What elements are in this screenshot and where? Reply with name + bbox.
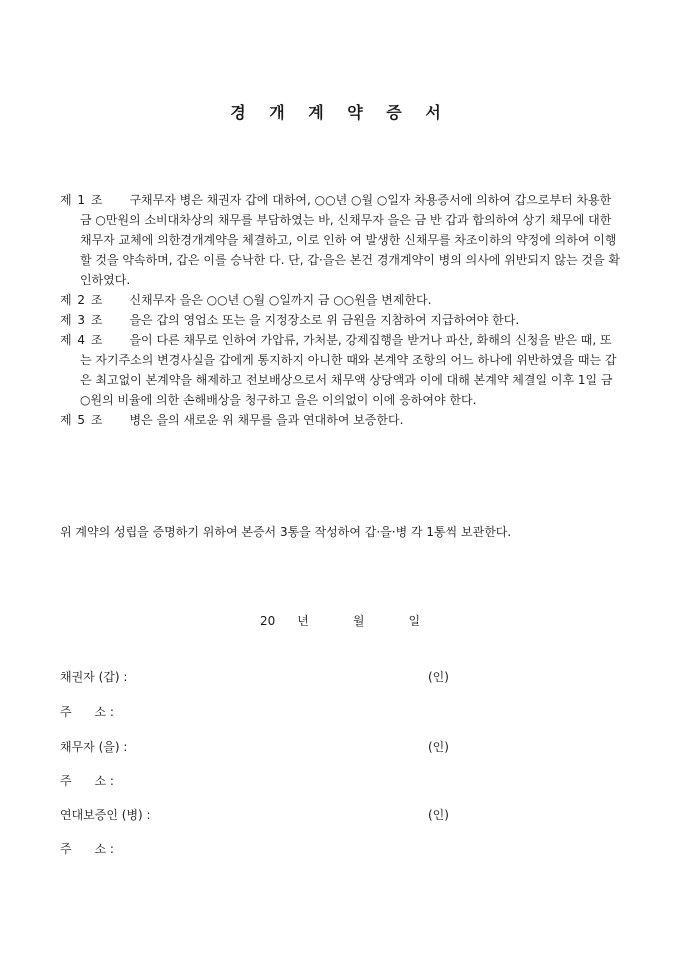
date-year-prefix: 20	[259, 614, 276, 628]
article-1-text	[80, 193, 620, 287]
creditor-seal: (인)	[428, 670, 449, 684]
debtor-address-row	[60, 772, 460, 790]
debtor-label: 채무자 (을) :	[60, 740, 128, 754]
article-2-body: 신채무자 을은 ○○년 ○월 ○일까지 금 ○○원을 변제한다.	[129, 293, 432, 307]
article-3-text	[129, 313, 519, 327]
article-4-body: 을이 다른 채무로 인하여 가압류, 가처분, 강제집행을 받거나 파산, 화해의 신청을 받은 때, 또는 자기주소의 변경사실을 갑에게 통지하지 아니한 때와 본계약 조항의 어느 하나에 위반하였을 때는 갑은 최고없이 본계약을 해제하고 전보배상으로서 채무액 상당액과 이에 대해 본계약 체결일 이후 1일 금 ○원의 비율에 의한 손해배상을 청구하고 을은 이의없이 이에 응하여야 한다.	[80, 333, 617, 407]
debtor-address-label: 주 소 :	[60, 774, 114, 788]
document-title: 경 개 계 약 증 서	[230, 103, 450, 122]
creditor-label: 채권자 (갑) :	[60, 670, 128, 684]
debtor-signature-row	[60, 738, 460, 756]
article-5-text	[129, 413, 403, 427]
guarantor-seal: (인)	[428, 808, 449, 822]
article-1-body: 구채무자 병은 채권자 갑에 대하여, ○○년 ○월 ○일자 차용증서에 의하여 갑으로부터 차용한 금 ○만원의 소비대차상의 채무를 부담하였는 바, 신채무자 을은 금 반 갑과 합의하여 상기 채무에 대한 채무자 교체에 의한경개계약을 체결하고, 이로 인하 여 발생한 신채무를 차조이하의 약정에 의하여 이행할 것을 약속하며, 갑은 이를 승낙한 다. 단, 갑·을은 본건 경개계약이 병의 의사에 위반되지 않는 것을 확인하였다.	[80, 193, 620, 287]
guarantor-signature-row	[60, 806, 460, 824]
article-4-text	[80, 333, 616, 407]
date-line	[0, 612, 680, 629]
article-3	[60, 310, 622, 330]
date-day-unit: 일	[408, 614, 421, 628]
article-2	[60, 290, 622, 310]
guarantor-label: 연대보증인 (병) :	[60, 808, 151, 822]
article-2-text	[129, 293, 431, 307]
article-1-label: 제 1 조	[60, 193, 104, 207]
closing-statement: 위 계약의 성립을 증명하기 위하여 본증서 3통을 작성하여 갑·을·병 각 1통씩 보관한다.	[60, 525, 512, 539]
creditor-address-row	[60, 703, 460, 721]
article-5	[60, 410, 622, 430]
article-5-label: 제 5 조	[60, 413, 104, 427]
article-4-label: 제 4 조	[60, 333, 104, 347]
article-3-body: 을은 갑의 영업소 또는 을 지정장소로 위 금원을 지참하여 지급하여야 한다.	[129, 313, 520, 327]
article-2-label: 제 2 조	[60, 293, 104, 307]
creditor-address-label: 주 소 :	[60, 705, 114, 719]
guarantor-address-label: 주 소 :	[60, 842, 114, 856]
creditor-signature-row	[60, 668, 460, 686]
article-5-body: 병은 을의 새로운 위 채무를 을과 연대하여 보증한다.	[129, 413, 404, 427]
date-month-unit: 월	[352, 614, 365, 628]
guarantor-address-row	[60, 840, 460, 858]
debtor-seal: (인)	[428, 740, 449, 754]
article-1	[60, 190, 622, 290]
date-year-unit: 년	[297, 614, 309, 628]
articles-section	[60, 190, 622, 430]
article-3-label: 제 3 조	[60, 313, 104, 327]
article-4	[60, 330, 622, 410]
